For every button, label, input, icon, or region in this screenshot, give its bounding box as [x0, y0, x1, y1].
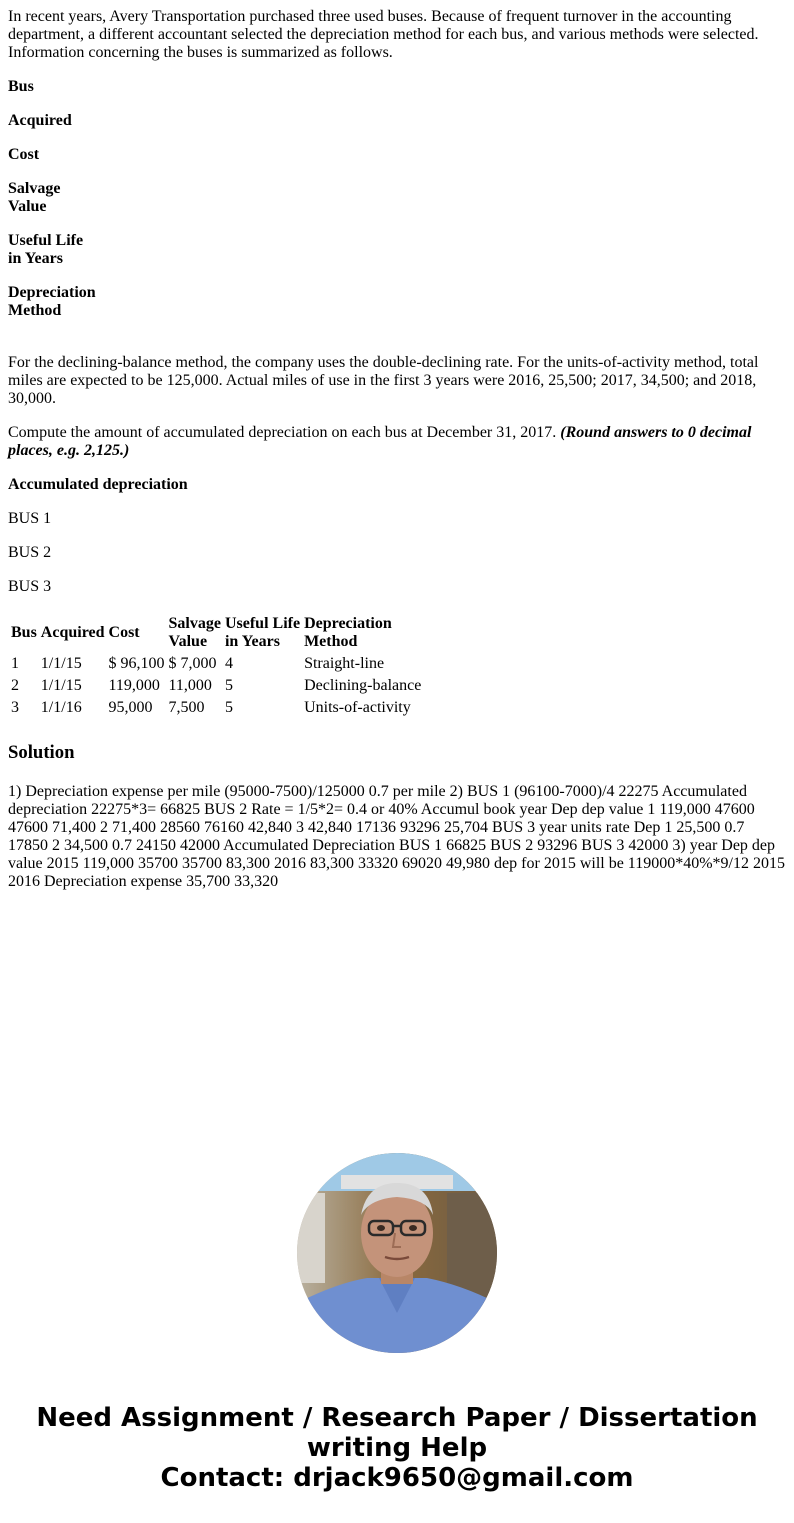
cell-cost: 95,000 — [108, 699, 153, 716]
intro-paragraph: In recent years, Avery Transportation purchased three used buses. Because of frequent turnover in the accounting department, a different accountant selected the depreciation method for each bus, and various methods were selected. Information concerning the buses is summarized as follows. — [8, 8, 759, 61]
heading-bus: Bus — [8, 78, 34, 95]
heading-method: Depreciation Method — [8, 284, 96, 319]
bus-label-1: BUS 1 — [8, 510, 52, 527]
promo-contact: Contact: drjack9650@gmail.com — [160, 1463, 634, 1493]
promo-line-2: writing Help — [306, 1433, 488, 1463]
heading-acquired: Acquired — [8, 112, 72, 129]
cell-cost: $ 96,100 — [108, 655, 165, 672]
solution-heading: Solution — [8, 742, 75, 763]
cell-salvage: 7,500 — [168, 699, 205, 716]
cell-bus: 2 — [11, 677, 19, 694]
document-body — [8, 8, 788, 907]
table-row — [10, 698, 422, 718]
cell-acquired: 1/1/15 — [40, 677, 82, 694]
rounding-note: (Round answers to 0 decimal places, e.g. 2,125.) — [8, 424, 752, 459]
table-header-row — [10, 614, 422, 652]
col-cost: Cost — [108, 624, 140, 641]
cell-bus: 3 — [11, 699, 19, 716]
cell-method: Units-of-activity — [304, 699, 411, 716]
col-bus: Bus — [11, 624, 37, 641]
cell-salvage: $ 7,000 — [168, 655, 217, 672]
heading-useful-life: Useful Life in Years — [8, 232, 84, 267]
method-note: For the declining-balance method, the company uses the double-declining rate. For the units-of-activity method, total miles are expected to be 125,000. Actual miles of use in the first 3 years were 2016, 25,500; 2017, 34,500; and 2018, 30,000. — [8, 354, 759, 407]
question: Compute the amount of accumulated depreciation on each bus at December 31, 2017. (Round answers to 0 decimal places, e.g. 2,125.) — [8, 424, 752, 459]
col-life: Useful Life in Years — [224, 615, 301, 650]
cell-acquired: 1/1/16 — [40, 699, 82, 716]
tutor-avatar — [297, 1153, 497, 1353]
cell-salvage: 11,000 — [168, 677, 212, 694]
bus-label-3: BUS 3 — [8, 578, 52, 595]
bus-label-2: BUS 2 — [8, 544, 52, 561]
heading-salvage: Salvage Value — [8, 180, 61, 215]
table-row — [10, 676, 422, 696]
promo-banner — [0, 1403, 794, 1493]
cell-life: 5 — [224, 677, 233, 694]
heading-cost: Cost — [8, 146, 40, 163]
accum-depreciation-label: Accumulated depreciation — [8, 476, 188, 493]
bus-table — [8, 612, 424, 720]
cell-life: 5 — [224, 699, 233, 716]
cell-method: Declining-balance — [304, 677, 422, 694]
col-acquired: Acquired — [40, 624, 105, 641]
cell-bus: 1 — [11, 655, 19, 672]
col-salvage: Salvage Value — [168, 615, 221, 650]
cell-method: Straight-line — [304, 655, 385, 672]
table-row — [10, 654, 422, 674]
col-method: Depreciation Method — [304, 615, 392, 650]
cell-life: 4 — [224, 655, 233, 672]
cell-acquired: 1/1/15 — [40, 655, 82, 672]
cell-cost: 119,000 — [108, 677, 160, 694]
tutor-portrait-image — [297, 1153, 497, 1353]
promo-line-1: Need Assignment / Research Paper / Dissertation — [36, 1403, 758, 1433]
solution-text: 1) Depreciation expense per mile (95000-7500)/125000 0.7 per mile 2) BUS 1 (96100-7000)/4 22275 Accumulated depreciation 22275*3= 66825 BUS 2 Rate = 1/5*2= 0.4 or 40% Accumul book year Dep dep value 1 119,000 47600 47600 71,400 2 71,400 28560 76160 42,840 3 42,840 17136 93296 25,704 BUS 3 year units rate Dep 1 25,500 0.7 17850 2 34,500 0.7 24150 42000 Accumulated Depreciation BUS 1 66825 BUS 2 93296 BUS 3 42000 3) year Dep dep value 2015 119,000 35700 35700 83,300 2016 83,300 33320 69020 49,980 dep for 2015 will be 119000*40%*9/12 2015 2016 Depreciation expense 35,700 33,320 — [8, 783, 785, 890]
